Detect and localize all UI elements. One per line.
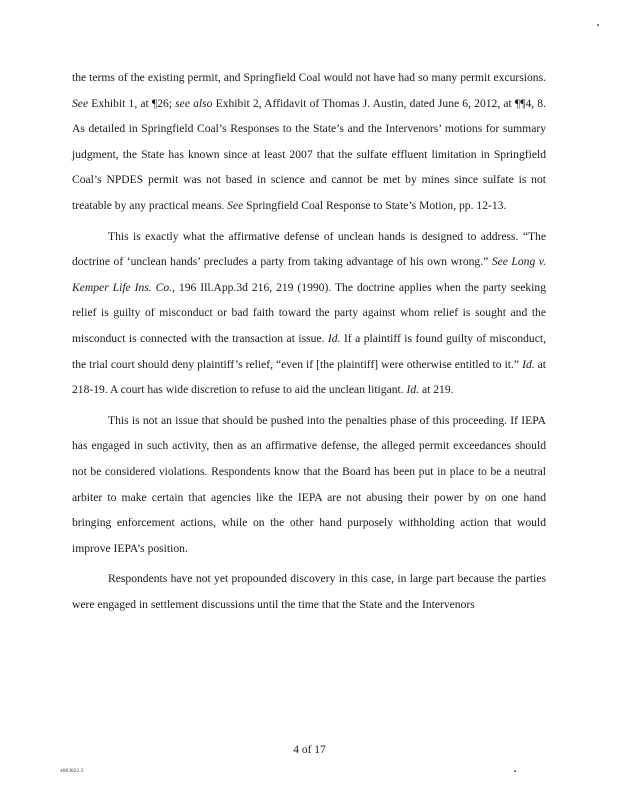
text-run: at 219. bbox=[419, 383, 454, 397]
page-number: 4 of 17 bbox=[293, 744, 326, 756]
scan-speck bbox=[597, 24, 599, 26]
text-run: Exhibit 1, at ¶26; bbox=[88, 96, 176, 110]
text-run: If a plaintiff is found guilty of misconduct, the trial court should deny plaintiff’s relief, “even if [the plaintiff] were otherwise entitled to it.” bbox=[72, 331, 546, 371]
text-run: This is not an issue that should be pushed into the penalties phase of this proceeding. If IEPA has engaged in such activity, then as an affirmative defense, the alleged permit exceedances should not be considered violations. Respondents know that the Board has been put in place to be a neutral arbiter to make certain that agencies like the IEPA are not abusing their power by on one hand bringing enforcement actions, while on the other hand purposely withholding action that would improve IEPA’s position. bbox=[72, 413, 546, 555]
paragraph-1 bbox=[72, 65, 546, 219]
citation-signal: See bbox=[72, 96, 89, 110]
text-run: at 218-19. A court has wide discretion to refuse to aid the unclean litigant. bbox=[72, 357, 547, 397]
paragraph-4 bbox=[72, 566, 546, 617]
text-run: This is exactly what the affirmative defense of unclean hands is designed to address. “The doctrine of ‘unclean hands’ precludes a party from taking advantage of his own wrong.” bbox=[72, 229, 546, 269]
body-text bbox=[72, 65, 546, 617]
paragraph-2 bbox=[72, 224, 546, 403]
citation-signal: Id. bbox=[522, 357, 535, 371]
text-run: , 196 Ill.App.3d 216, 219 (1990). The doctrine applies when the party seeking relief is guilty of misconduct or bad faith toward the party against whom relief is sought and the misconduct is connected with the transaction at issue. bbox=[72, 280, 546, 345]
text-run: the terms of the existing permit, and Springfield Coal would not have had so many permit excursions. bbox=[72, 71, 546, 84]
text-run: Springfield Coal Response to State’s Motion, pp. 12-13. bbox=[243, 198, 507, 212]
citation-signal: see also bbox=[175, 96, 213, 110]
text-run: Exhibit 2, Affidavit of Thomas J. Austin, dated June 6, 2012, at ¶¶4, 8. As detailed in Springfield Coal’s Responses to the State’s and the Intervenors’ motions for summary judgment, the State has known since at least 2007 that the sulfate effluent limitation in Springfield Coal’s NPDES permit was not based in science and cannot be met by mines since sulfate is not treatable by any practical means. bbox=[72, 96, 546, 212]
document-id: 4003822.3 bbox=[60, 768, 84, 774]
text-run: Respondents have not yet propounded discovery in this case, in large part because the parties were engaged in settlement discussions until the time that the State and the Intervenors bbox=[72, 572, 546, 611]
citation-signal: Id. bbox=[327, 331, 341, 345]
paragraph-3 bbox=[72, 408, 546, 562]
citation-signal: See Long v. Kemper Life Ins. Co. bbox=[72, 255, 546, 294]
scan-speck bbox=[514, 770, 516, 772]
citation-signal: See bbox=[227, 198, 244, 212]
citation-signal: Id. bbox=[406, 383, 420, 397]
